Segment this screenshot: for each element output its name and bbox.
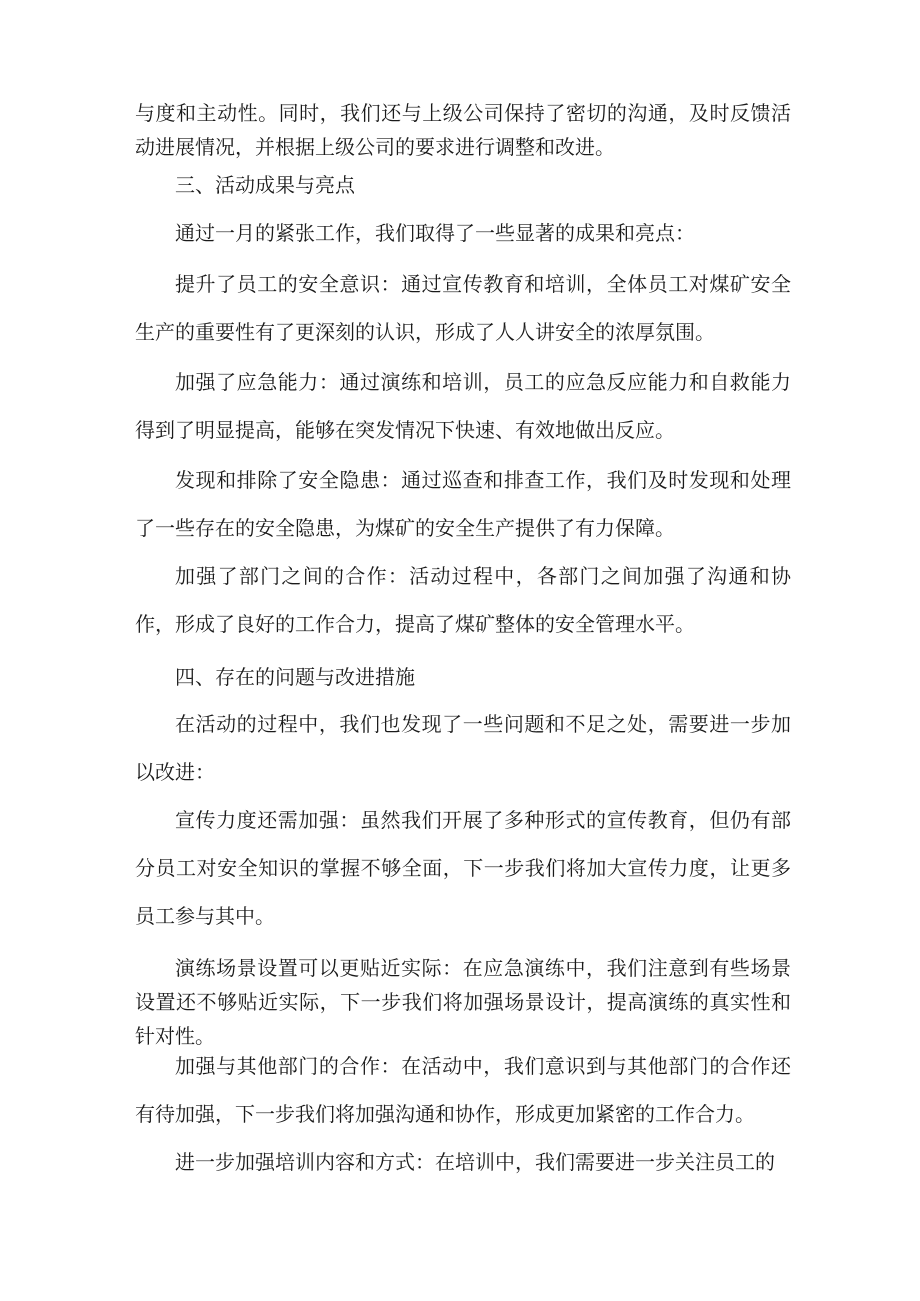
section-heading-4: 四、存在的问题与改进措施 (175, 665, 415, 689)
paragraph-publicity: 宣传力度还需加强：虽然我们开展了多种形式的宣传教育，但仍有部分员工对安全知识的掌握不够全面，下一步我们将加大宣传力度，让更多员工参与其中。 (135, 808, 791, 928)
paragraph-results-intro: 通过一月的紧张工作，我们取得了一些显著的成果和亮点： (175, 221, 695, 245)
paragraph-department-cooperation: 加强了部门之间的合作：活动过程中，各部门之间加强了沟通和协作，形成了良好的工作合力，提高了煤矿整体的安全管理水平。 (135, 564, 791, 636)
paragraph-safety-awareness: 提升了员工的安全意识：通过宣传教育和培训，全体员工对煤矿安全生产的重要性有了更深刻的认识，形成了人人讲安全的浓厚氛围。 (135, 272, 791, 344)
paragraph-continuation: 与度和主动性。同时，我们还与上级公司保持了密切的沟通，及时反馈活动进展情况，并根据上级公司的要求进行调整和改进。 (135, 101, 791, 159)
paragraph-problems-intro: 在活动的过程中，我们也发现了一些问题和不足之处，需要进一步加以改进： (135, 712, 791, 784)
section-heading-3: 三、活动成果与亮点 (175, 173, 355, 197)
paragraph-hazard-elimination: 发现和排除了安全隐患：通过巡查和排查工作，我们及时发现和处理了一些存在的安全隐患，为煤矿的安全生产提供了有力保障。 (135, 468, 791, 540)
paragraph-inter-department: 加强与其他部门的合作：在活动中，我们意识到与其他部门的合作还有待加强，下一步我们将加强沟通和协作，形成更加紧密的工作合力。 (135, 1054, 791, 1126)
paragraph-emergency-capability: 加强了应急能力：通过演练和培训，员工的应急反应能力和自救能力得到了明显提高，能够在突发情况下快速、有效地做出反应。 (135, 370, 791, 442)
paragraph-drill-scenarios: 演练场景设置可以更贴近实际：在应急演练中，我们注意到有些场景设置还不够贴近实际，下一步我们将加强场景设计，提高演练的真实性和针对性。 (135, 956, 791, 1048)
paragraph-training: 进一步加强培训内容和方式：在培训中，我们需要进一步关注员工的 (175, 1150, 775, 1174)
